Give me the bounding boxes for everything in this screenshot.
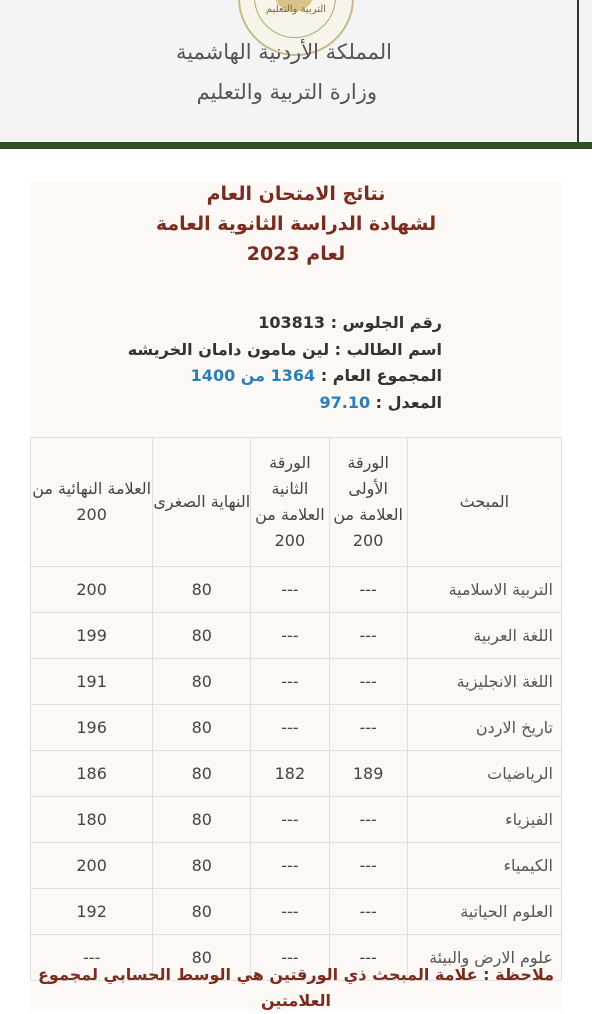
cell-subject: التربية الاسلامية bbox=[407, 567, 561, 613]
cell-subject: العلوم الحياتية bbox=[407, 889, 561, 935]
cell-min: 80 bbox=[153, 797, 251, 843]
ministry-title: وزارة التربية والتعليم bbox=[196, 80, 377, 104]
header-paper1: الورقة الأولى العلامة من 200 bbox=[329, 438, 407, 567]
cell-subject: علوم الارض والبيئة bbox=[407, 935, 561, 981]
cell-min: 80 bbox=[153, 613, 251, 659]
cell-final: 200 bbox=[31, 843, 153, 889]
cell-min: 80 bbox=[153, 659, 251, 705]
cell-subject: الفيزياء bbox=[407, 797, 561, 843]
table-row bbox=[31, 705, 562, 751]
calculation-note: ملاحظة : علامة المبحث ذي الورقتين هي الوسط الحسابي لمجموع العلامتين bbox=[38, 965, 554, 1010]
cell-paper1: --- bbox=[329, 797, 407, 843]
cell-final: 196 bbox=[31, 705, 153, 751]
cell-final: 180 bbox=[31, 797, 153, 843]
cell-paper2: --- bbox=[251, 613, 329, 659]
table-row bbox=[31, 797, 562, 843]
cell-paper1: --- bbox=[329, 843, 407, 889]
table-row bbox=[31, 659, 562, 705]
seat-value: 103813 bbox=[258, 313, 325, 332]
cell-subject: اللغة العربية bbox=[407, 613, 561, 659]
total-label: المجموع العام : bbox=[320, 366, 442, 385]
result-title-line3: لعام 2023 bbox=[246, 243, 346, 265]
grades-table bbox=[30, 437, 562, 981]
avg-value: 97.10 bbox=[319, 393, 371, 412]
cell-paper2: --- bbox=[251, 843, 329, 889]
cell-min: 80 bbox=[153, 705, 251, 751]
cell-paper2: --- bbox=[251, 659, 329, 705]
cell-subject: اللغة الانجليزية bbox=[407, 659, 561, 705]
cell-paper1: --- bbox=[329, 659, 407, 705]
result-title-line1: نتائج الامتحان العام bbox=[206, 183, 386, 205]
cell-paper2: 182 bbox=[251, 751, 329, 797]
cell-min: 80 bbox=[153, 567, 251, 613]
header-paper2: الورقة الثانية العلامة من 200 bbox=[251, 438, 329, 567]
cell-subject: الرياضيات bbox=[407, 751, 561, 797]
average-row bbox=[319, 393, 442, 412]
table-row bbox=[31, 751, 562, 797]
cell-paper2: --- bbox=[251, 567, 329, 613]
cell-final: --- bbox=[31, 935, 153, 981]
cell-paper1: --- bbox=[329, 613, 407, 659]
table-row bbox=[31, 889, 562, 935]
cell-paper1: --- bbox=[329, 567, 407, 613]
total-row bbox=[191, 366, 442, 385]
name-value: لين مامون دامان الخريشه bbox=[127, 340, 330, 359]
cell-paper2: --- bbox=[251, 705, 329, 751]
header-green-bar bbox=[0, 142, 592, 149]
cell-paper2: --- bbox=[251, 797, 329, 843]
cell-paper1: 189 bbox=[329, 751, 407, 797]
table-header-row bbox=[31, 438, 562, 567]
cell-final: 192 bbox=[31, 889, 153, 935]
cell-min: 80 bbox=[153, 935, 251, 981]
cell-paper1: --- bbox=[329, 705, 407, 751]
cell-min: 80 bbox=[153, 843, 251, 889]
table-row bbox=[31, 843, 562, 889]
cell-min: 80 bbox=[153, 751, 251, 797]
cell-paper1: --- bbox=[329, 889, 407, 935]
seat-number-row bbox=[258, 313, 442, 332]
header-min: النهاية الصغرى bbox=[153, 438, 251, 567]
cell-subject: تاريخ الاردن bbox=[407, 705, 561, 751]
table-row bbox=[31, 567, 562, 613]
student-name-row bbox=[128, 340, 442, 359]
cell-min: 80 bbox=[153, 889, 251, 935]
cell-subject: الكيمياء bbox=[407, 843, 561, 889]
cell-final: 191 bbox=[31, 659, 153, 705]
header-divider bbox=[577, 0, 579, 142]
cell-paper2: --- bbox=[251, 935, 329, 981]
avg-label: المعدل : bbox=[375, 393, 442, 412]
total-value: 1364 من 1400 bbox=[190, 366, 316, 385]
page-header bbox=[0, 0, 592, 142]
cell-paper1: --- bbox=[329, 935, 407, 981]
header-final: العلامة النهائية من 200 bbox=[31, 438, 153, 567]
header-subject: المبحث bbox=[407, 438, 561, 567]
cell-paper2: --- bbox=[251, 889, 329, 935]
result-title-line2: لشهادة الدراسة الثانوية العامة bbox=[155, 213, 437, 235]
cell-final: 200 bbox=[31, 567, 153, 613]
table-row bbox=[31, 613, 562, 659]
cell-final: 186 bbox=[31, 751, 153, 797]
seat-label: رقم الجلوس : bbox=[330, 313, 442, 332]
kingdom-title: المملكة الأردنية الهاشمية bbox=[175, 40, 392, 64]
emblem-text: التربية والتعليم bbox=[265, 4, 327, 15]
name-label: اسم الطالب : bbox=[334, 340, 442, 359]
cell-final: 199 bbox=[31, 613, 153, 659]
